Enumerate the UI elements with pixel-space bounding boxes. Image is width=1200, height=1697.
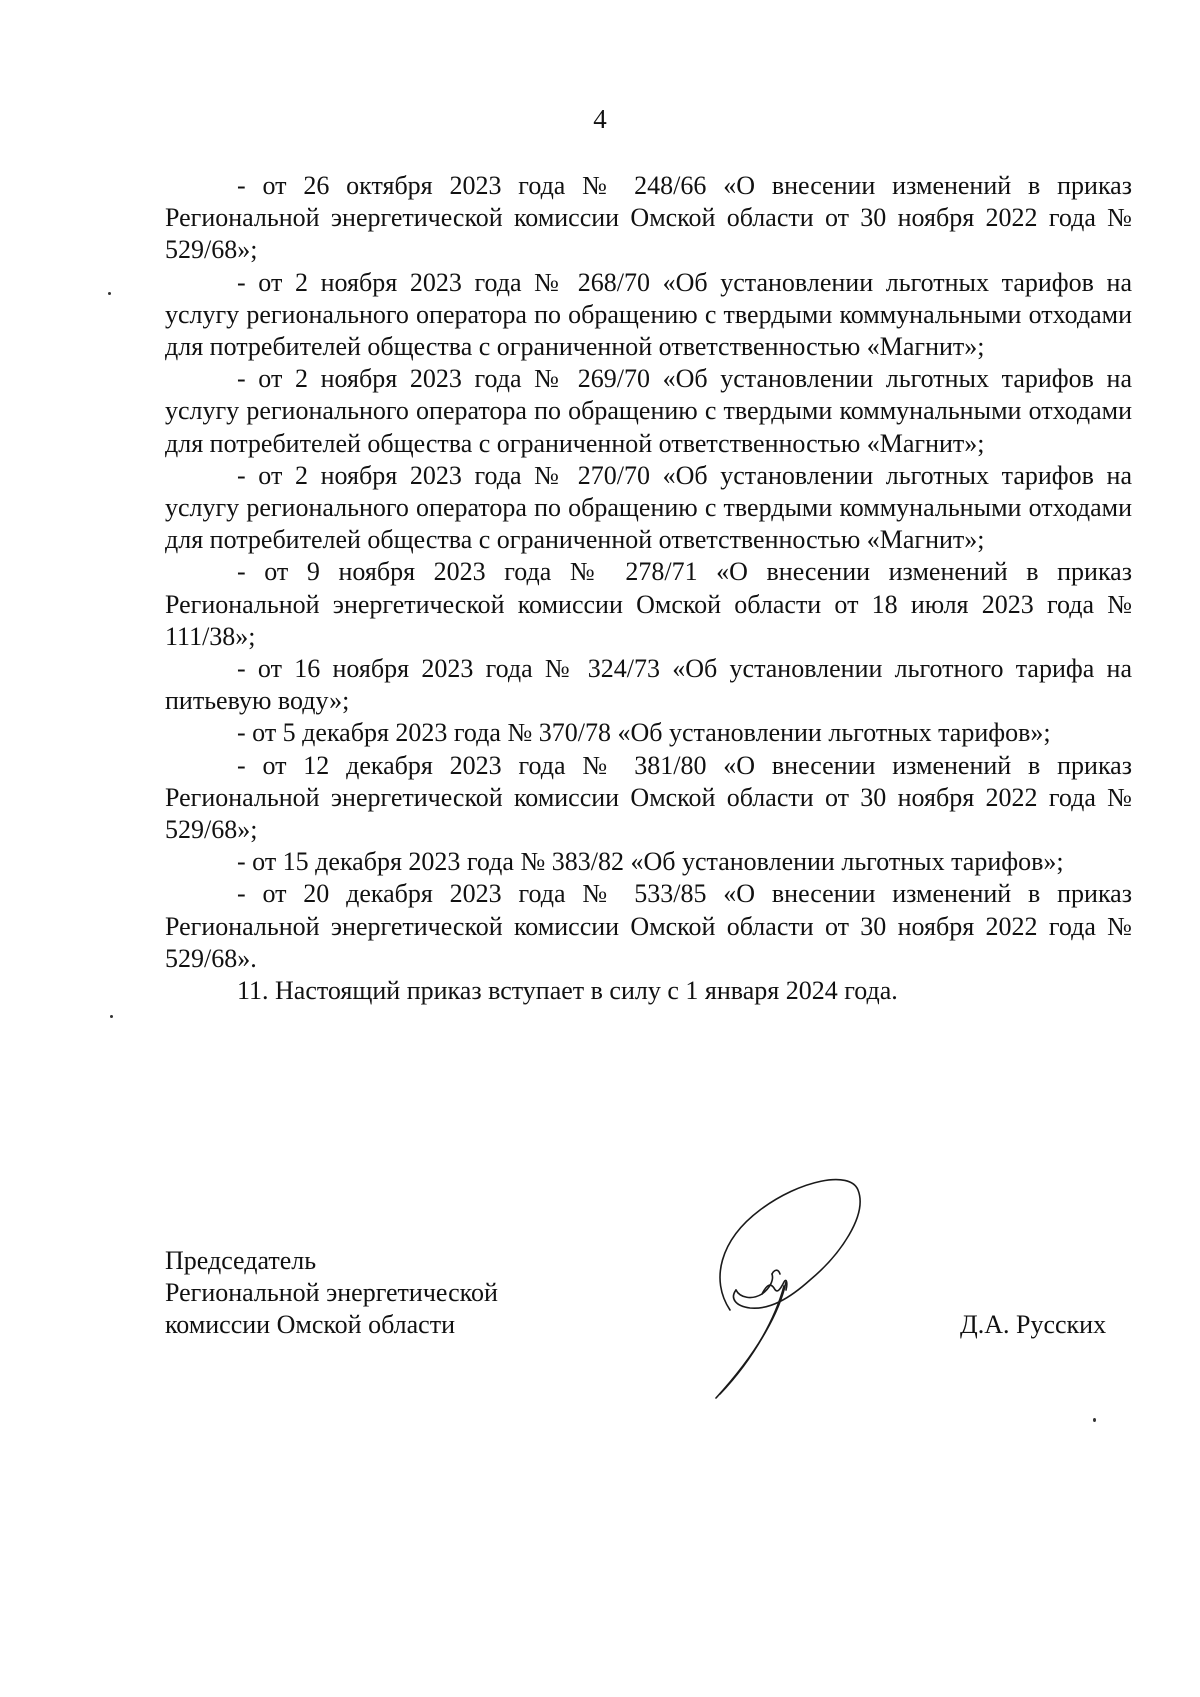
scan-speck bbox=[108, 292, 111, 295]
list-item-order-324-73: - от 16 ноября 2023 года № 324/73 «Об установлении льготного тарифа на питьевую воду»; bbox=[165, 654, 1132, 716]
page-number: 4 bbox=[593, 104, 607, 134]
list-item-order-268-70: - от 2 ноября 2023 года № 268/70 «Об установлении льготных тарифов на услугу регионального оператора по обращению с твердыми коммунальными отходами для потребителей общества с ограниченной ответственностью «Магнит»; bbox=[165, 267, 1132, 362]
document-body bbox=[165, 170, 1132, 1007]
signatory-title-line-3: комиссии Омской области bbox=[165, 1310, 455, 1339]
scan-speck bbox=[110, 1015, 113, 1018]
list-item-order-269-70: - от 2 ноября 2023 года № 269/70 «Об установлении льготных тарифов на услугу регионального оператора по обращению с твердыми коммунальными отходами для потребителей общества с ограниченной ответственностью «Магнит»; bbox=[165, 364, 1132, 458]
list-item-order-533-85: - от 20 декабря 2023 года № 533/85 «О внесении изменений в приказ Региональной энергетической комиссии Омской области от 30 ноября 2022 года № 529/68». bbox=[165, 879, 1132, 973]
signatory-title bbox=[165, 1245, 498, 1341]
scan-speck bbox=[1093, 1418, 1096, 1422]
signatory-name: Д.А. Русских bbox=[960, 1310, 1107, 1339]
list-item-order-270-70: - от 2 ноября 2023 года № 270/70 «Об установлении льготных тарифов на услугу регионального оператора по обращению с твердыми коммунальными отходами для потребителей общества с ограниченной ответственностью «Магнит»; bbox=[165, 460, 1132, 555]
list-item-order-370-78: - от 5 декабря 2023 года № 370/78 «Об установлении льготных тарифов»; bbox=[237, 718, 1051, 748]
list-item-order-248-66: - от 26 октября 2023 года № 248/66 «О внесении изменений в приказ Региональной энергетической комиссии Омской области от 30 ноября 2022 года № 529/68»; bbox=[165, 171, 1132, 265]
effective-date-clause: 11. Настоящий приказ вступает в силу с 1 января 2024 года. bbox=[237, 976, 898, 1006]
handwritten-signature bbox=[700, 1170, 880, 1400]
list-item-order-383-82: - от 15 декабря 2023 года № 383/82 «Об установлении льготных тарифов»; bbox=[237, 847, 1064, 877]
signatory-title-line-1: Председатель bbox=[165, 1246, 317, 1275]
list-item-order-278-71: - от 9 ноября 2023 года № 278/71 «О внесении изменений в приказ Региональной энергетической комиссии Омской области от 18 июля 2023 года № 111/38»; bbox=[165, 557, 1132, 651]
list-item-order-381-80: - от 12 декабря 2023 года № 381/80 «О внесении изменений в приказ Региональной энергетической комиссии Омской области от 30 ноября 2022 года № 529/68»; bbox=[165, 750, 1132, 845]
signatory-title-line-2: Региональной энергетической bbox=[165, 1278, 498, 1307]
